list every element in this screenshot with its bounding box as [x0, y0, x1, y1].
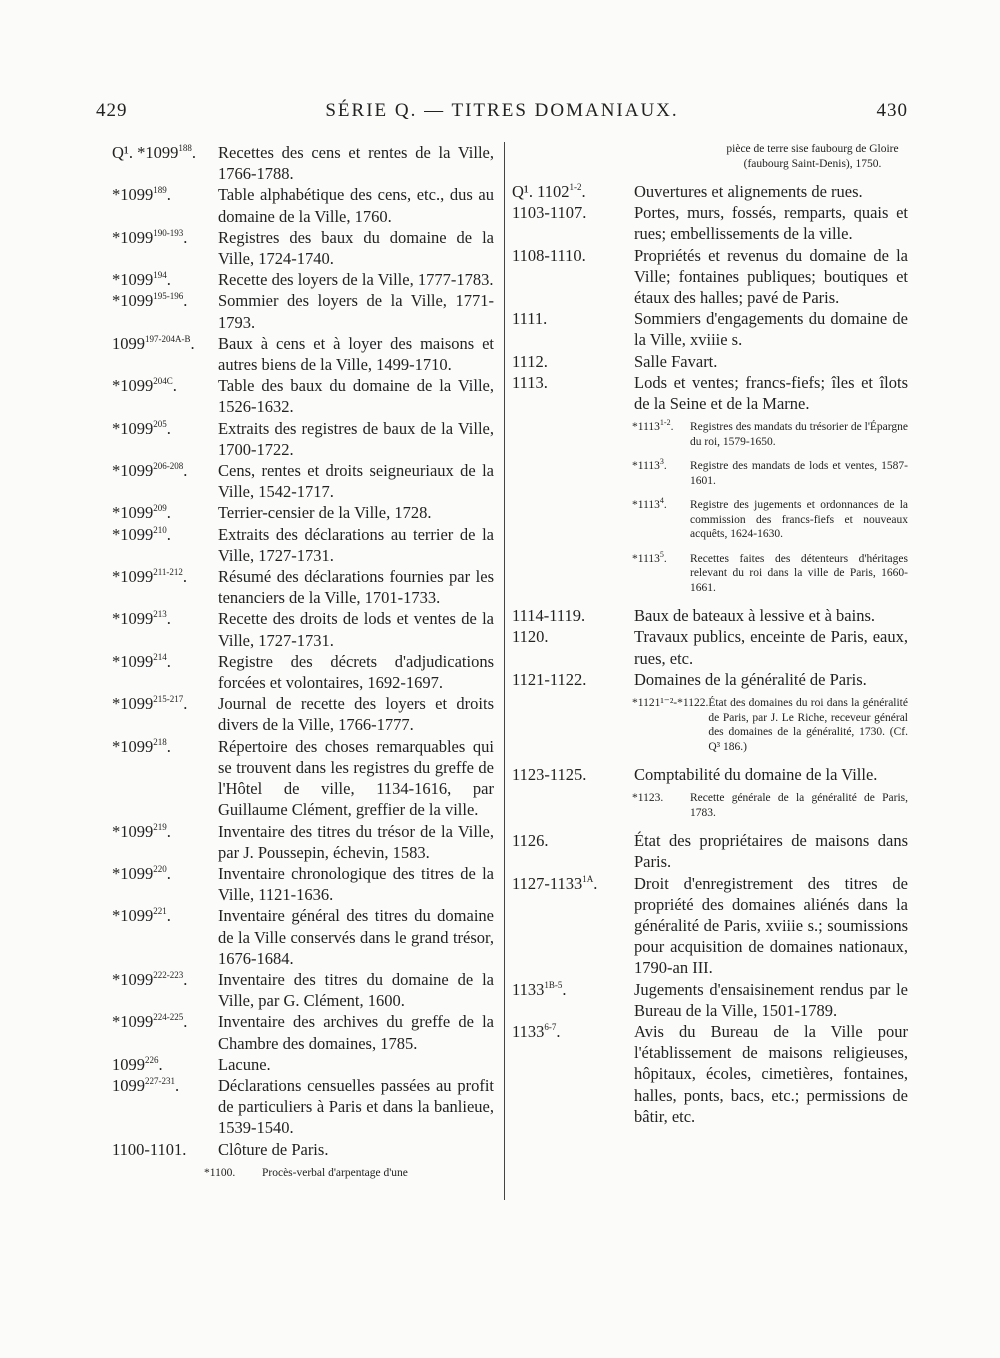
- reference-number: *1113: [632, 421, 660, 434]
- entry-description: Sommier des loyers de la Ville, 1771-1793.: [218, 291, 494, 332]
- entry-description: Extraits des déclarations au terrier de la Ville, 1727-1731.: [218, 524, 494, 565]
- inventory-entry: [112, 460, 494, 502]
- entry-description: Propriétés et revenus du domaine de la Ville; fontaines publiques; boutiques et étaux des halles; pavé de Paris.: [634, 245, 908, 308]
- reference-exponent: 189: [153, 185, 167, 196]
- entry-reference: [632, 696, 708, 754]
- reference-exponent: 190-193: [153, 227, 184, 238]
- entry-description: Recettes des cens et rentes de la Ville, 1766-1788.: [218, 143, 494, 184]
- inventory-entry: [112, 969, 494, 1011]
- reference-number: Q¹. *1099: [112, 143, 179, 162]
- reference-number: *1099: [112, 863, 154, 883]
- entry-reference: *1099$^{213}$.: [112, 609, 171, 629]
- entry-reference: *1099$^{214}$.: [112, 651, 171, 671]
- inventory-entry: [112, 290, 494, 332]
- entry-description: Inventaire des titres du domaine de la Ville, par G. Clément, 1600.: [218, 969, 494, 1011]
- entry-reference: Q¹. 1102$^{1-2}$.: [512, 182, 586, 201]
- reference-exponent: 6-7: [544, 1022, 557, 1033]
- inventory-entry: [512, 245, 908, 309]
- reference-number: *1113: [632, 499, 660, 512]
- reference-exponent: 3: [659, 457, 664, 467]
- entry-description: Inventaire des titres du trésor de la Ville, par J. Poussepin, échevin, 1583.: [218, 821, 494, 862]
- inventory-entry: [112, 333, 494, 375]
- continued-sub-entry: pièce de terre sise faubourg de Gloire (faubourg Saint-Denis), 1750.: [726, 143, 899, 170]
- entry-description: Inventaire chronologique des titres de la Ville, 1121-1636.: [218, 863, 494, 905]
- reference-number: 1121-1122.: [512, 669, 587, 689]
- reference-number: *1099: [112, 418, 154, 438]
- reference-exponent: 213: [153, 609, 167, 620]
- entry-reference: [512, 626, 632, 668]
- reference-exponent: 209: [153, 503, 167, 514]
- reference-number: 1133: [512, 979, 545, 999]
- entry-description: Recettes faites des détenteurs d'héritages relevant du roi dans la ville de Paris, 1660-1661.: [690, 552, 908, 594]
- entry-description: Recette générale de la généralité de Paris, 1783.: [690, 792, 908, 819]
- reference-exponent: 194: [153, 270, 167, 281]
- left-column: [112, 142, 494, 1190]
- reference-exponent: 218: [153, 736, 167, 747]
- inventory-entry: [112, 863, 494, 905]
- reference-number: *1099: [112, 376, 154, 396]
- reference-number: *1099: [112, 651, 154, 671]
- entry-reference: [632, 791, 690, 820]
- entry-description: Registre des jugements et ordonnances de la commission des francs-fiefs et nouveaux acquêts, 1624-1630.: [690, 499, 908, 541]
- sub-entry: [512, 791, 908, 820]
- entry-description: Registres des baux du domaine de la Ville, 1724-1740.: [218, 227, 494, 269]
- entry-reference: 1133$^{6-7}$.: [512, 1022, 561, 1042]
- reference-number: 1099: [112, 1054, 145, 1074]
- entry-description: Recette des loyers de la Ville, 1777-1783.: [218, 270, 494, 290]
- reference-number: *1099: [112, 1012, 154, 1032]
- entry-description: Résumé des déclarations fournies par les tenanciers de la Ville, 1701-1733.: [218, 567, 494, 608]
- reference-number: 1100-1101.: [112, 1139, 187, 1159]
- reference-number: 1127-1133: [512, 873, 583, 893]
- entry-description: Répertoire des choses remarquables qui se trouvent dans les registres du greffe de l'Hôtel de ville, 1134-1616, par Guillaume Clément, greffier de la ville.: [218, 736, 494, 820]
- entry-reference: *1099$^{190-193}$.: [112, 227, 188, 247]
- inventory-entry: [112, 608, 494, 650]
- reference-exponent: 224-225: [153, 1012, 184, 1023]
- reference-number: *1113: [632, 460, 660, 473]
- entry-reference: *1099$^{220}$.: [112, 863, 171, 883]
- entry-reference: [512, 308, 632, 350]
- entry-reference: *1099$^{210}$.: [112, 524, 171, 544]
- entry-reference: [512, 605, 632, 626]
- entry-description: Baux de bateaux à lessive et à bains.: [634, 606, 875, 626]
- reference-exponent: 195-196: [153, 291, 184, 302]
- inventory-entry: [512, 979, 908, 1021]
- inventory-entry: [112, 1139, 494, 1160]
- inventory-entry: [512, 372, 908, 414]
- entry-reference: [512, 245, 632, 309]
- entry-reference: $1133^{1B-5}$.: [512, 979, 567, 999]
- entry-description: État des domaines du roi dans la généralité de Paris, par J. Le Riche, receveur général des domaines de la généralité, 1730. (Cf. Q³ 186.): [708, 697, 908, 753]
- reference-number: *1099: [112, 821, 154, 841]
- entry-description: Registre des mandats de lods et ventes, 1587-1601.: [690, 460, 908, 487]
- entry-description: Inventaire général des titres du domaine de la Ville conservés dans le grand trésor, 1676-1684.: [218, 906, 494, 968]
- inventory-entry: [112, 418, 494, 460]
- entry-reference: *1113$^3$.: [632, 457, 667, 473]
- inventory-entry: [112, 1054, 494, 1075]
- reference-exponent: 221: [153, 906, 167, 917]
- entry-reference: *1113$^{1-2}$.: [632, 418, 674, 434]
- reference-number: 1123-1125.: [512, 765, 587, 785]
- reference-number: 1133: [512, 1022, 545, 1042]
- reference-number: *1099: [112, 694, 154, 714]
- entry-description: Terrier-censier de la Ville, 1728.: [218, 503, 432, 523]
- inventory-entry: [512, 830, 908, 872]
- inventory-entry: [112, 142, 494, 184]
- reference-exponent: 188: [178, 143, 192, 153]
- entry-reference: [512, 764, 632, 785]
- entry-description: Avis du Bureau de la Ville pour l'établissement de maisons religieuses, hôpitaux, écoles, cimetières, fontaines, halles, ponts, bacs, etc.; permissions de bâtir, etc.: [634, 1022, 908, 1126]
- entry-reference: *1099$^{189}$.: [112, 185, 171, 205]
- sub-entry: [512, 420, 908, 449]
- entry-reference: $*1099^{204C}$.: [112, 376, 177, 396]
- reference-number: *1099: [112, 291, 154, 311]
- entry-reference: *1099$^{194}$.: [112, 270, 171, 290]
- reference-exponent: 215-217: [153, 694, 184, 705]
- reference-exponent: 197-204A-B: [145, 333, 191, 344]
- entry-description: Table alphabétique des cens, etc., dus au domaine de la Ville, 1760.: [218, 185, 494, 226]
- reference-number: 1120.: [512, 627, 549, 647]
- reference-number: *1099: [112, 969, 154, 989]
- entry-reference: *1113$^5$.: [632, 549, 667, 565]
- reference-exponent: 204C: [153, 376, 173, 387]
- reference-number: *1099: [112, 906, 154, 926]
- inventory-entry: [512, 351, 908, 372]
- reference-number: 1113.: [512, 372, 548, 392]
- inventory-entry: [512, 1021, 908, 1127]
- inventory-entry: [512, 669, 908, 690]
- reference-number: 1108-1110.: [512, 245, 586, 265]
- reference-exponent: 4: [659, 496, 664, 506]
- reference-number: *1123.: [632, 792, 664, 805]
- page-number-right: 430: [876, 100, 908, 121]
- entry-reference: [204, 1166, 262, 1181]
- inventory-entry: [112, 693, 494, 735]
- entry-reference: Q¹. *1099$^{188}$.: [112, 143, 196, 162]
- reference-exponent: 1A: [582, 873, 594, 884]
- inventory-entry: [112, 651, 494, 693]
- entry-description: Déclarations censuelles passées au profit de particuliers à Paris et dans la banlieue, 1539-1540.: [218, 1075, 494, 1138]
- reference-exponent: 226: [145, 1054, 159, 1065]
- reference-exponent: 1-2: [659, 418, 671, 428]
- sub-entry: [512, 696, 908, 754]
- inventory-entry: [112, 566, 494, 608]
- entry-description: Comptabilité du domaine de la Ville.: [634, 765, 878, 785]
- reference-number: *1121¹⁻²-*1122.: [632, 697, 709, 710]
- inventory-entry: [512, 873, 908, 979]
- inventory-entry: [112, 502, 494, 523]
- entry-description: Domaines de la généralité de Paris.: [634, 669, 867, 689]
- entry-reference: [512, 830, 632, 872]
- reference-exponent: 220: [153, 863, 167, 874]
- entry-description: Travaux publics, enceinte de Paris, eaux, rues, etc.: [634, 627, 908, 668]
- reference-number: 1114-1119.: [512, 606, 586, 626]
- entry-description: Ouvertures et alignements de rues.: [634, 182, 863, 201]
- entry-reference: [512, 202, 632, 244]
- entry-description: Recette des droits de lods et ventes de la Ville, 1727-1731.: [218, 609, 494, 650]
- entry-reference: 1099$^{227-231}$.: [112, 1075, 180, 1095]
- entry-reference: $1127-1133^{1A}$.: [512, 873, 598, 893]
- reference-number: 1099: [112, 1075, 145, 1095]
- entry-description: Cens, rentes et droits seigneuriaux de la Ville, 1542-1717.: [218, 461, 494, 502]
- reference-number: *1099: [112, 185, 154, 205]
- reference-exponent: 214: [153, 651, 167, 662]
- entry-description: État des propriétaires de maisons dans Paris.: [634, 831, 908, 872]
- entry-description: Portes, murs, fossés, remparts, quais et rues; embellissements de la ville.: [634, 203, 908, 244]
- sub-entry: [512, 549, 908, 596]
- reference-number: *1099: [112, 524, 154, 544]
- reference-exponent: 222-223: [153, 969, 184, 980]
- reference-exponent: 210: [153, 524, 167, 535]
- entry-reference: [512, 669, 632, 690]
- inventory-entry: [512, 764, 908, 785]
- entry-description: Lods et ventes; francs-fiefs; îles et îlots de la Seine et de la Marne.: [634, 372, 908, 414]
- reference-exponent: 1-2: [569, 182, 582, 192]
- entry-description: Salle Favart.: [634, 351, 718, 371]
- entry-reference: [112, 1139, 216, 1160]
- right-column: [512, 142, 908, 1127]
- reference-number: *1099: [112, 736, 154, 756]
- inventory-entry: [112, 375, 494, 417]
- inventory-entry: [112, 1075, 494, 1139]
- entry-reference: *1099$^{211-212}$.: [112, 567, 188, 587]
- entry-reference: *1099$^{224-225}$.: [112, 1012, 188, 1032]
- entry-reference: *1099$^{221}$.: [112, 906, 171, 926]
- sub-entry: [512, 459, 908, 488]
- entry-description: Procès-verbal d'arpentage d'une: [262, 1166, 408, 1179]
- inventory-entry: [512, 605, 908, 626]
- inventory-entry: [112, 184, 494, 226]
- page-header: [96, 100, 908, 128]
- inventory-entry: [112, 227, 494, 269]
- inventory-entry: [512, 308, 908, 350]
- reference-number: *1099: [112, 609, 154, 629]
- reference-exponent: 219: [153, 821, 167, 832]
- reference-number: 1111.: [512, 309, 548, 329]
- entry-reference: *1099$^{218}$.: [112, 736, 171, 756]
- inventory-entry: [512, 181, 908, 202]
- inventory-entry: [112, 1011, 494, 1053]
- reference-exponent: 1B-5: [544, 979, 563, 990]
- entry-description: Baux à cens et à loyer des maisons et autres biens de la Ville, 1499-1710.: [218, 333, 494, 375]
- entry-description: Extraits des registres de baux de la Ville, 1700-1722.: [218, 418, 494, 459]
- reference-exponent: 206-208: [153, 461, 184, 472]
- entry-description: Lacune.: [218, 1054, 271, 1074]
- sub-entry: [112, 1166, 494, 1181]
- inventory-entry: [512, 626, 908, 668]
- reference-number: *1099: [112, 270, 154, 290]
- entry-reference: *1099$^{215-217}$.: [112, 694, 188, 714]
- entry-reference: *1099$^{209}$.: [112, 503, 171, 523]
- entry-description: Journal de recette des loyers et droits divers de la Ville, 1766-1777.: [218, 694, 494, 735]
- entry-description: Clôture de Paris.: [218, 1139, 329, 1159]
- reference-number: 1112.: [512, 351, 548, 371]
- reference-exponent: 227-231: [145, 1075, 175, 1086]
- entry-description: Sommiers d'engagements du domaine de la Ville, xviiie s.: [634, 309, 908, 350]
- reference-number: 1126.: [512, 831, 549, 851]
- reference-number: *1099: [112, 461, 154, 481]
- reference-number: 1099: [112, 333, 145, 353]
- inventory-entry: [112, 736, 494, 821]
- reference-number: *1099: [112, 503, 154, 523]
- entry-description: Droit d'enregistrement des titres de propriété des domaines aliénés dans la généralité de Paris, xviiie s.; soumissions pour acquisition de domaines nationaux, 1790-an III.: [634, 873, 908, 978]
- inventory-entry: [112, 821, 494, 863]
- entry-reference: $1099^{197-204A-B}$.: [112, 333, 195, 353]
- reference-number: *1099: [112, 567, 154, 587]
- inventory-entry: [112, 524, 494, 566]
- inventory-entry: [112, 905, 494, 969]
- entry-description: Inventaire des archives du greffe de la Chambre des domaines, 1785.: [218, 1012, 494, 1053]
- entry-reference: *1113$^4$.: [632, 496, 667, 512]
- sub-entry: [512, 498, 908, 542]
- reference-exponent: 211-212: [153, 567, 183, 578]
- entry-reference: 1099$^{226}$.: [112, 1054, 163, 1074]
- reference-number: *1113: [632, 552, 660, 565]
- reference-number: *1099: [112, 227, 154, 247]
- reference-number: Q¹. 1102: [512, 182, 570, 201]
- entry-description: Table des baux du domaine de la Ville, 1526-1632.: [218, 376, 494, 417]
- column-divider: [504, 142, 505, 1200]
- entry-description: Registre des décrets d'adjudications forcées et volontaires, 1692-1697.: [218, 651, 494, 693]
- entry-description: Registres des mandats du trésorier de l'Épargne du roi, 1579-1650.: [690, 421, 908, 448]
- page-title: SÉRIE Q. — TITRES DOMANIAUX.: [325, 100, 679, 121]
- entry-reference: *1099$^{195-196}$.: [112, 291, 188, 311]
- entry-reference: *1099$^{219}$.: [112, 821, 171, 841]
- reference-number: *1100.: [204, 1166, 236, 1179]
- entry-reference: [512, 372, 632, 414]
- reference-exponent: 205: [153, 418, 167, 429]
- page-number-left: 429: [96, 100, 128, 121]
- inventory-entry: [512, 202, 908, 244]
- inventory-entry: [112, 269, 494, 290]
- entry-description: Jugements d'ensaisinement rendus par le Bureau de la Ville, 1501-1789.: [634, 979, 908, 1020]
- entry-reference: *1099$^{222-223}$.: [112, 969, 188, 989]
- reference-exponent: 5: [659, 549, 664, 559]
- entry-reference: *1099$^{205}$.: [112, 418, 171, 438]
- entry-reference: [512, 351, 632, 372]
- entry-reference: *1099$^{206-208}$.: [112, 461, 188, 481]
- reference-number: 1103-1107.: [512, 203, 587, 223]
